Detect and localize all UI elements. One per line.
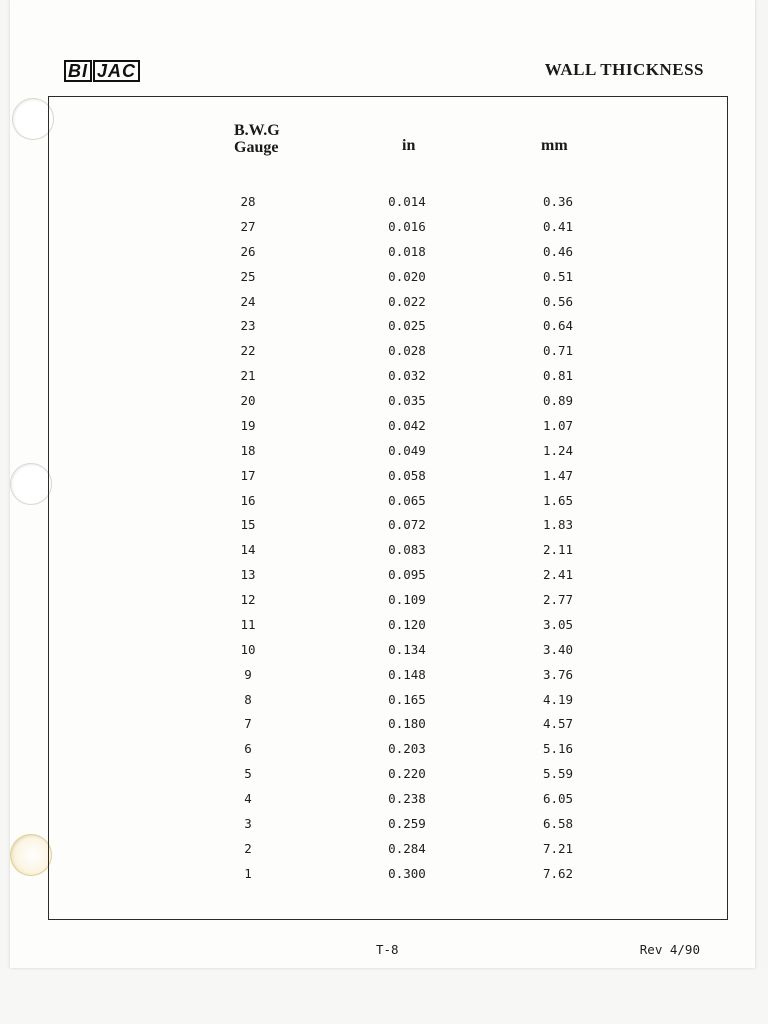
- mm-cell: 0.56: [542, 293, 574, 309]
- mm-cell: 0.71: [542, 343, 574, 359]
- mm-cell: 7.21: [542, 840, 574, 856]
- table-row: [0, 664, 768, 689]
- inch-cell: 0.148: [388, 666, 426, 682]
- inch-cell: 0.065: [388, 492, 426, 508]
- table-row: [0, 863, 768, 888]
- mm-cell: 0.81: [542, 368, 574, 384]
- mm-cell: 5.16: [542, 741, 574, 757]
- table-row: [0, 390, 768, 415]
- gauge-cell: 19: [240, 417, 256, 433]
- table-row: [0, 838, 768, 863]
- mm-cell: 1.07: [542, 417, 574, 433]
- table-row: [0, 365, 768, 390]
- mm-cell: 0.51: [542, 268, 574, 284]
- gauge-cell: 17: [240, 467, 256, 483]
- gauge-cell: 13: [240, 567, 256, 583]
- inch-cell: 0.049: [388, 442, 426, 458]
- table-row: [0, 514, 768, 539]
- gauge-cell: 11: [240, 616, 256, 632]
- gauge-cell: 1: [244, 865, 252, 881]
- gauge-cell: 4: [244, 791, 252, 806]
- table-row: [0, 639, 768, 664]
- table-row: [0, 291, 768, 316]
- inch-cell: 0.035: [388, 393, 426, 408]
- inch-cell: 0.095: [388, 567, 426, 583]
- inch-cell: 0.020: [388, 268, 426, 284]
- table-row: [0, 713, 768, 738]
- table-row: [0, 266, 768, 291]
- inch-cell: 0.042: [388, 417, 426, 433]
- mm-cell: 3.40: [542, 641, 574, 657]
- mm-cell: 6.05: [542, 791, 574, 806]
- thickness-table-body: [0, 191, 768, 888]
- mm-cell: 4.19: [542, 691, 574, 707]
- mm-cell: 4.57: [542, 716, 574, 732]
- gauge-cell: 16: [240, 492, 256, 508]
- inch-cell: 0.022: [388, 293, 426, 309]
- table-row: [0, 465, 768, 490]
- column-header-in: in: [402, 137, 416, 154]
- column-header-gauge-line1: B.W.G: [234, 122, 280, 139]
- table-row: [0, 415, 768, 440]
- table-row: [0, 614, 768, 639]
- gauge-cell: 24: [240, 293, 256, 309]
- table-row: [0, 191, 768, 216]
- gauge-cell: 21: [240, 368, 256, 384]
- inch-cell: 0.109: [388, 592, 426, 607]
- inch-cell: 0.032: [388, 368, 426, 384]
- inch-cell: 0.180: [388, 716, 426, 732]
- table-row: [0, 689, 768, 714]
- mm-cell: 2.77: [542, 592, 574, 607]
- mm-cell: 0.64: [542, 318, 574, 334]
- inch-cell: 0.203: [388, 741, 426, 757]
- table-row: [0, 788, 768, 813]
- gauge-cell: 18: [240, 442, 256, 458]
- gauge-cell: 23: [240, 318, 256, 334]
- mm-cell: 0.41: [542, 218, 574, 234]
- mm-cell: 1.83: [542, 517, 574, 533]
- inch-cell: 0.072: [388, 517, 426, 533]
- mm-cell: 3.05: [542, 616, 574, 632]
- gauge-cell: 27: [240, 218, 256, 234]
- company-logo: [64, 60, 140, 82]
- column-header-gauge-line2: Gauge: [234, 139, 279, 156]
- gauge-cell: 22: [240, 343, 256, 359]
- gauge-cell: 9: [244, 666, 252, 682]
- table-row: [0, 241, 768, 266]
- mm-cell: 3.76: [542, 666, 574, 682]
- mm-cell: 2.11: [542, 542, 574, 558]
- gauge-cell: 5: [244, 766, 252, 782]
- mm-cell: 5.59: [542, 766, 574, 782]
- inch-cell: 0.134: [388, 641, 426, 657]
- page-number: T-8: [376, 942, 399, 957]
- revision-label: Rev 4/90: [639, 942, 700, 957]
- mm-cell: 1.24: [542, 442, 574, 458]
- inch-cell: 0.016: [388, 218, 426, 234]
- column-header-gauge: [234, 122, 280, 156]
- mm-cell: 1.65: [542, 492, 574, 508]
- gauge-cell: 20: [240, 393, 256, 408]
- gauge-cell: 15: [240, 517, 256, 533]
- table-row: [0, 440, 768, 465]
- inch-cell: 0.018: [388, 243, 426, 259]
- logo-part-jac: JAC: [93, 60, 140, 82]
- gauge-cell: 12: [240, 592, 256, 607]
- inch-cell: 0.259: [388, 815, 426, 831]
- table-row: [0, 813, 768, 838]
- table-row: [0, 315, 768, 340]
- gauge-cell: 25: [240, 268, 256, 284]
- table-row: [0, 564, 768, 589]
- inch-cell: 0.165: [388, 691, 426, 707]
- table-row: [0, 340, 768, 365]
- inch-cell: 0.025: [388, 318, 426, 334]
- gauge-cell: 2: [244, 840, 252, 856]
- inch-cell: 0.220: [388, 766, 426, 782]
- table-row: [0, 216, 768, 241]
- page-title: WALL THICKNESS: [544, 60, 704, 79]
- gauge-cell: 8: [244, 691, 252, 707]
- inch-cell: 0.300: [388, 865, 426, 881]
- inch-cell: 0.238: [388, 791, 426, 806]
- mm-cell: 6.58: [542, 815, 574, 831]
- mm-cell: 0.36: [542, 194, 574, 209]
- gauge-cell: 6: [244, 741, 252, 757]
- mm-cell: 2.41: [542, 567, 574, 583]
- scan-background: [0, 968, 768, 1024]
- gauge-cell: 14: [240, 542, 256, 558]
- mm-cell: 7.62: [542, 865, 574, 881]
- inch-cell: 0.014: [388, 194, 426, 209]
- column-header-mm: mm: [541, 137, 568, 154]
- inch-cell: 0.284: [388, 840, 426, 856]
- gauge-cell: 3: [244, 815, 252, 831]
- table-row: [0, 589, 768, 614]
- table-row: [0, 490, 768, 515]
- logo-part-bi: BI: [64, 60, 92, 82]
- gauge-cell: 10: [240, 641, 256, 657]
- table-row: [0, 539, 768, 564]
- gauge-cell: 7: [244, 716, 252, 732]
- inch-cell: 0.028: [388, 343, 426, 359]
- mm-cell: 1.47: [542, 467, 574, 483]
- table-row: [0, 738, 768, 763]
- inch-cell: 0.083: [388, 542, 426, 558]
- mm-cell: 0.46: [542, 243, 574, 259]
- gauge-cell: 28: [240, 194, 256, 209]
- table-row: [0, 763, 768, 788]
- inch-cell: 0.058: [388, 467, 426, 483]
- gauge-cell: 26: [240, 243, 256, 259]
- mm-cell: 0.89: [542, 393, 574, 408]
- inch-cell: 0.120: [388, 616, 426, 632]
